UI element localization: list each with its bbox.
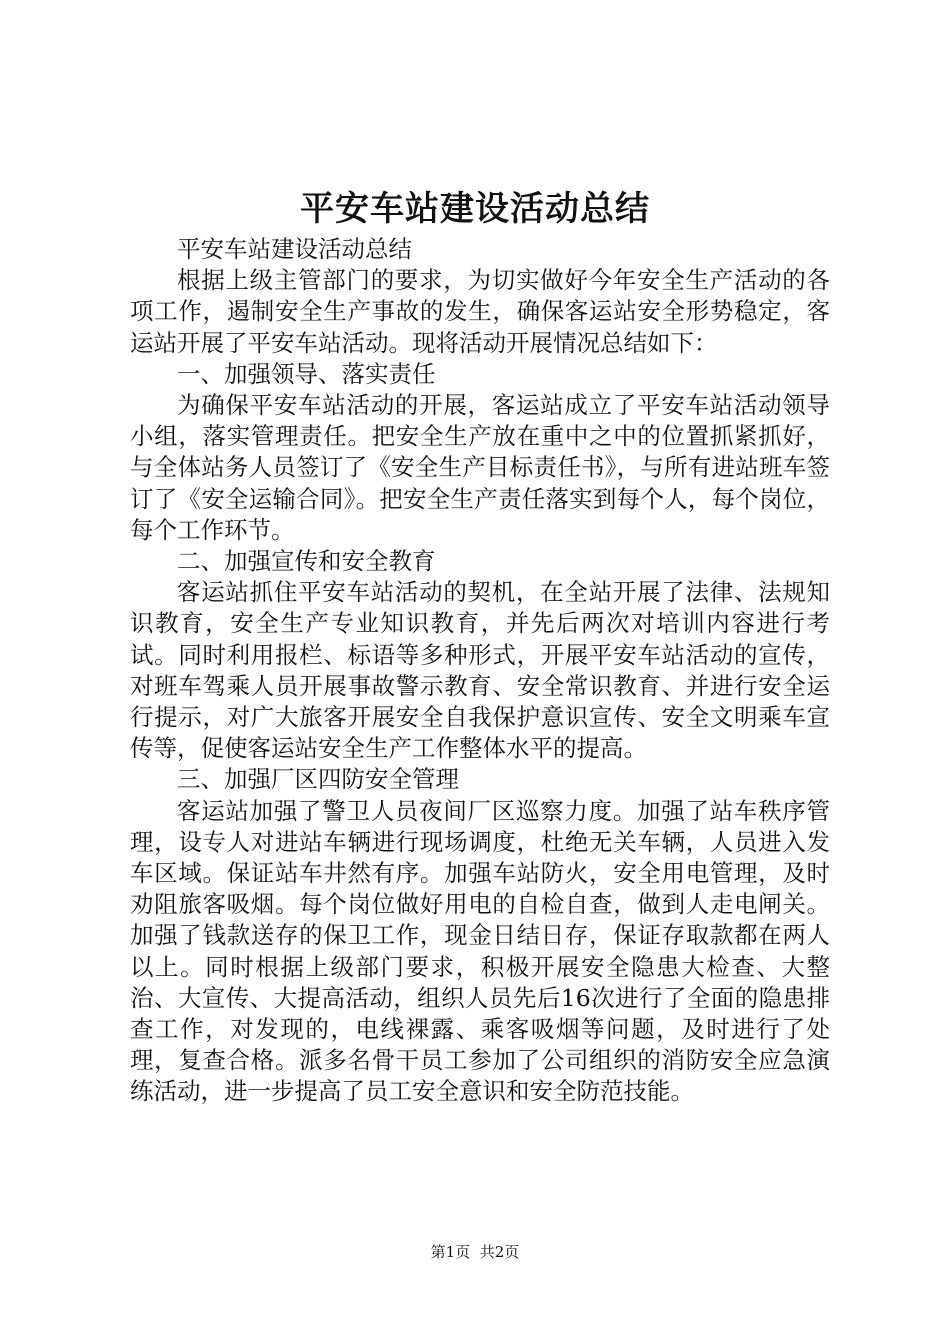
section-heading-2: 二、加强宣传和安全教育 (177, 547, 436, 576)
paragraph-heading-repeat: 平安车站建设活动总结 (177, 235, 412, 263)
document-title: 平安车站建设活动总结 (300, 189, 650, 229)
paragraph-section-1: 为确保平安车站活动的开展，客运站成立了平安车站活动领导小组，落实管理责任。把安全生产放在重中之中的位置抓紧抓好，与全体站务人员签订了《安全生产目标责任书》，与所有进站班车签订了《安全运输合同》。把安全生产责任落实到每个人，每个岗位，每个工作环节。 (130, 391, 830, 544)
section-heading-1: 一、加强领导、落实责任 (177, 359, 436, 388)
paragraph-intro: 根据上级主管部门的要求，为切实做好今年安全生产活动的各项工作，遏制安全生产事故的发生，确保客运站安全形势稳定，客运站开展了平安车站活动。现将活动开展情况总结如下： (130, 266, 830, 357)
page-footer (0, 1242, 950, 1262)
page-total: 共2页 (479, 1243, 520, 1261)
page-number: 第1页 (430, 1243, 471, 1261)
paragraph-section-2: 客运站抓住平安车站活动的契机，在全站开展了法律、法规知识教育，安全生产专业知识教育，并先后两次对培训内容进行考试。同时利用报栏、标语等多种形式，开展平安车站活动的宣传，对班车驾乘人员开展事故警示教育、安全常识教育、并进行安全运行提示，对广大旅客开展安全自我保护意识宣传、安全文明乘车宣传等，促使客运站安全生产工作整体水平的提高。 (130, 578, 830, 763)
document-body (130, 234, 830, 1108)
paragraph-section-3: 客运站加强了警卫人员夜间厂区巡察力度。加强了站车秩序管理，设专人对进站车辆进行现场调度，杜绝无关车辆，人员进入发车区域。保证站车井然有序。加强车站防火，安全用电管理，及时劝阻旅客吸烟。每个岗位做好用电的自检自查，做到人走电闸关。加强了钱款送存的保卫工作，现金日结日存，保证存取款都在两人以上。同时根据上级部门要求，积极开展安全隐患大检查、大整治、大宣传、大提高活动，组织人员先后16次进行了全面的隐患排查工作，对发现的，电线裸露、乘客吸烟等问题，及时进行了处理，复查合格。派多名骨干员工参加了公司组织的消防安全应急演练活动，进一步提高了员工安全意识和安全防范技能。 (130, 796, 830, 1106)
section-heading-3: 三、加强厂区四防安全管理 (177, 765, 459, 794)
